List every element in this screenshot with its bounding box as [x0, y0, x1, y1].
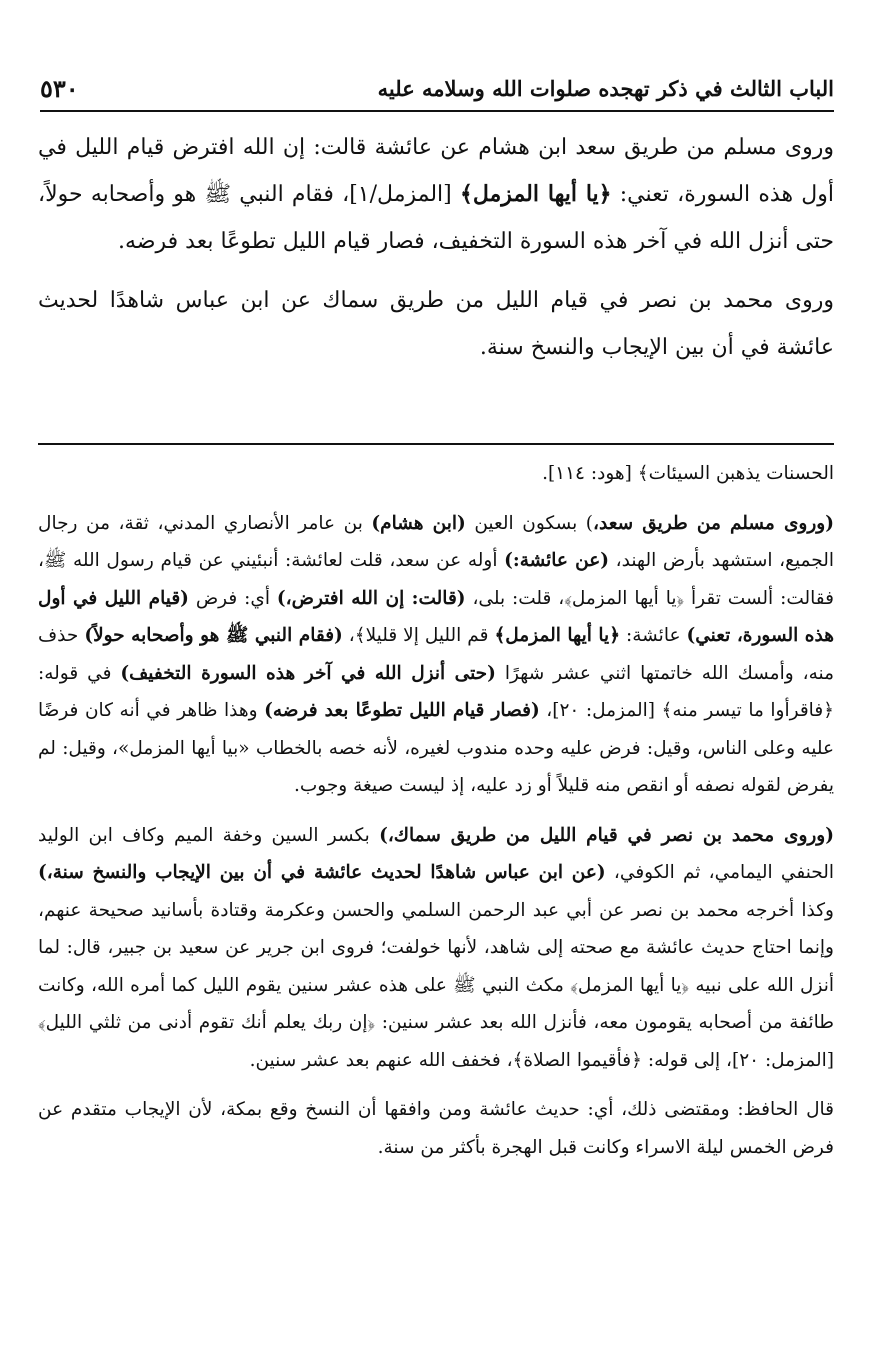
commentary-text: ) بسكون العين — [465, 512, 594, 534]
commentary-paragraph-3: قال الحافظ: ومقتضى ذلك، أي: حديث عائشة ومن وافقها أن النسخ وقع بمكة، لأن الإيجاب متقدم عن فرض الخمس ليلة الاسراء وكانت قبل الهجرة بأكثر من سنة. — [38, 1099, 834, 1158]
commentary-text: قم الليل إلا قليلا﴾، — [342, 625, 495, 646]
lemma: (عن عائشة:) — [504, 550, 610, 571]
commentary-text: أي: فرض — [188, 587, 277, 609]
chapter-title: الباب الثالث في ذكر تهجده صلوات الله وسلامه عليه — [377, 75, 834, 101]
running-header — [40, 66, 834, 112]
commentary-text: حذف منه، وأمسك الله خاتمتها اثني عشر شهرًا — [38, 625, 834, 684]
page-number: ٥٣٠ — [40, 73, 79, 103]
commentary — [38, 455, 834, 1166]
lemma: (ابن هشام) — [371, 512, 466, 534]
main-p1-text-2: [المزمل/١]، فقام النبي ﷺ هو وأصحابه حولاً، حتى أنزل الله في آخر هذه السورة التخفيف، فصار قيام الليل تطوعًا بعد فرضه. — [38, 182, 834, 254]
commentary-text: في قوله: ﴿فاقرأوا ما تيسر منه﴾ [المزمل: ٢٠]، — [38, 662, 835, 721]
lemma: (وروى محمد بن نصر في قيام الليل من طريق سماك،) — [379, 824, 834, 846]
commentary-text: أوله عن سعد، قلت لعائشة: أنبئيني عن قيام رسول الله ﷺ، فقالت: ألست تقرأ ﴿يا أيها المزمل﴾، قلت: بلى، — [38, 550, 834, 609]
commentary-text: بن عامر الأنصاري المدني، ثقة، من رجال الجميع، استشهد بأرض الهند، — [38, 512, 834, 571]
commentary-text: بكسر السين وخفة الميم وكاف ابن الوليد الحنفي اليمامي، ثم الكوفي، — [38, 824, 834, 883]
footnote-divider — [38, 443, 834, 445]
commentary-carryover: الحسنات يذهبن السيئات﴾ [هود: ١١٤]. — [542, 463, 834, 484]
commentary-text: عائشة: — [620, 625, 687, 646]
main-paragraph-2: وروى محمد بن نصر في قيام الليل من طريق سماك عن ابن عباس شاهدًا لحديث عائشة في أن بين الإيجاب والنسخ سنة. — [38, 288, 834, 360]
lemma: (حتى أنزل الله في آخر هذه السورة التخفيف) — [120, 662, 496, 684]
main-text — [38, 124, 834, 371]
lemma: (قالت: إن الله افترض،) — [276, 587, 466, 609]
commentary-text: وهذا ظاهر في أنه كان فرضًا عليه وعلى الناس، وقيل: فرض عليه وحده مندوب لغيره، لأنه خصه بالخطاب «بيا أيها المزمل»، وقيل: لم يفرض لقوله نصفه أو انقص منه قليلاً أو زد عليه، إذ ليست صيغة وجوب. — [38, 700, 834, 796]
main-p1-text-1: وروى مسلم من طريق سعد ابن هشام عن عائشة قالت: إن الله افترض قيام الليل في أول هذه السورة، تعني: — [38, 135, 835, 207]
lemma: (فصار قيام الليل تطوعًا بعد فرضه) — [264, 700, 540, 721]
commentary-paragraph-1 — [38, 505, 834, 805]
commentary-paragraph-2 — [38, 817, 834, 1080]
main-paragraph-1 — [38, 124, 834, 265]
lemma: ﴿يا أيها المزمل﴾ — [494, 625, 621, 646]
lemma: (قيام الليل في أول هذه السورة، تعني) — [38, 587, 834, 646]
commentary-text: وكذا أخرجه محمد بن نصر عن أبي عبد الرحمن السلمي والحسن وعكرمة وقتادة بأسانيد صحيحة عنهم، وإنما احتاج حديث عائشة مع صحته إلى شاهد، لأنها خولفت؛ فروى ابن جرير عن سعيد بن جبير، قال: لما أنزل الله على نبيه ﴿يا أيها المزمل﴾ مكث النبي ﷺ على هذه عشر سنين يقوم الليل كما أمره الله، وكانت طائفة من أصحابه يقومون معه، فأنزل الله بعد عشر سنين: ﴿إن ربك يعلم أنك تقوم أدنى من ثلثي الليل﴾ [المزمل: ٢٠]، إلى قوله: ﴿فأقيموا الصلاة﴾، فخفف الله عنهم بعد عشر سنين. — [38, 899, 834, 1071]
lemma: (فقام النبي ﷺ هو وأصحابه حولاً) — [84, 625, 343, 646]
lemma: (عن ابن عباس شاهدًا لحديث عائشة في أن بين الإيجاب والنسخ سنة،) — [38, 862, 606, 883]
lemma: (وروى مسلم من طريق سعد، — [593, 512, 834, 534]
quran-quote: ﴿يا أيها المزمل﴾ — [459, 181, 612, 207]
